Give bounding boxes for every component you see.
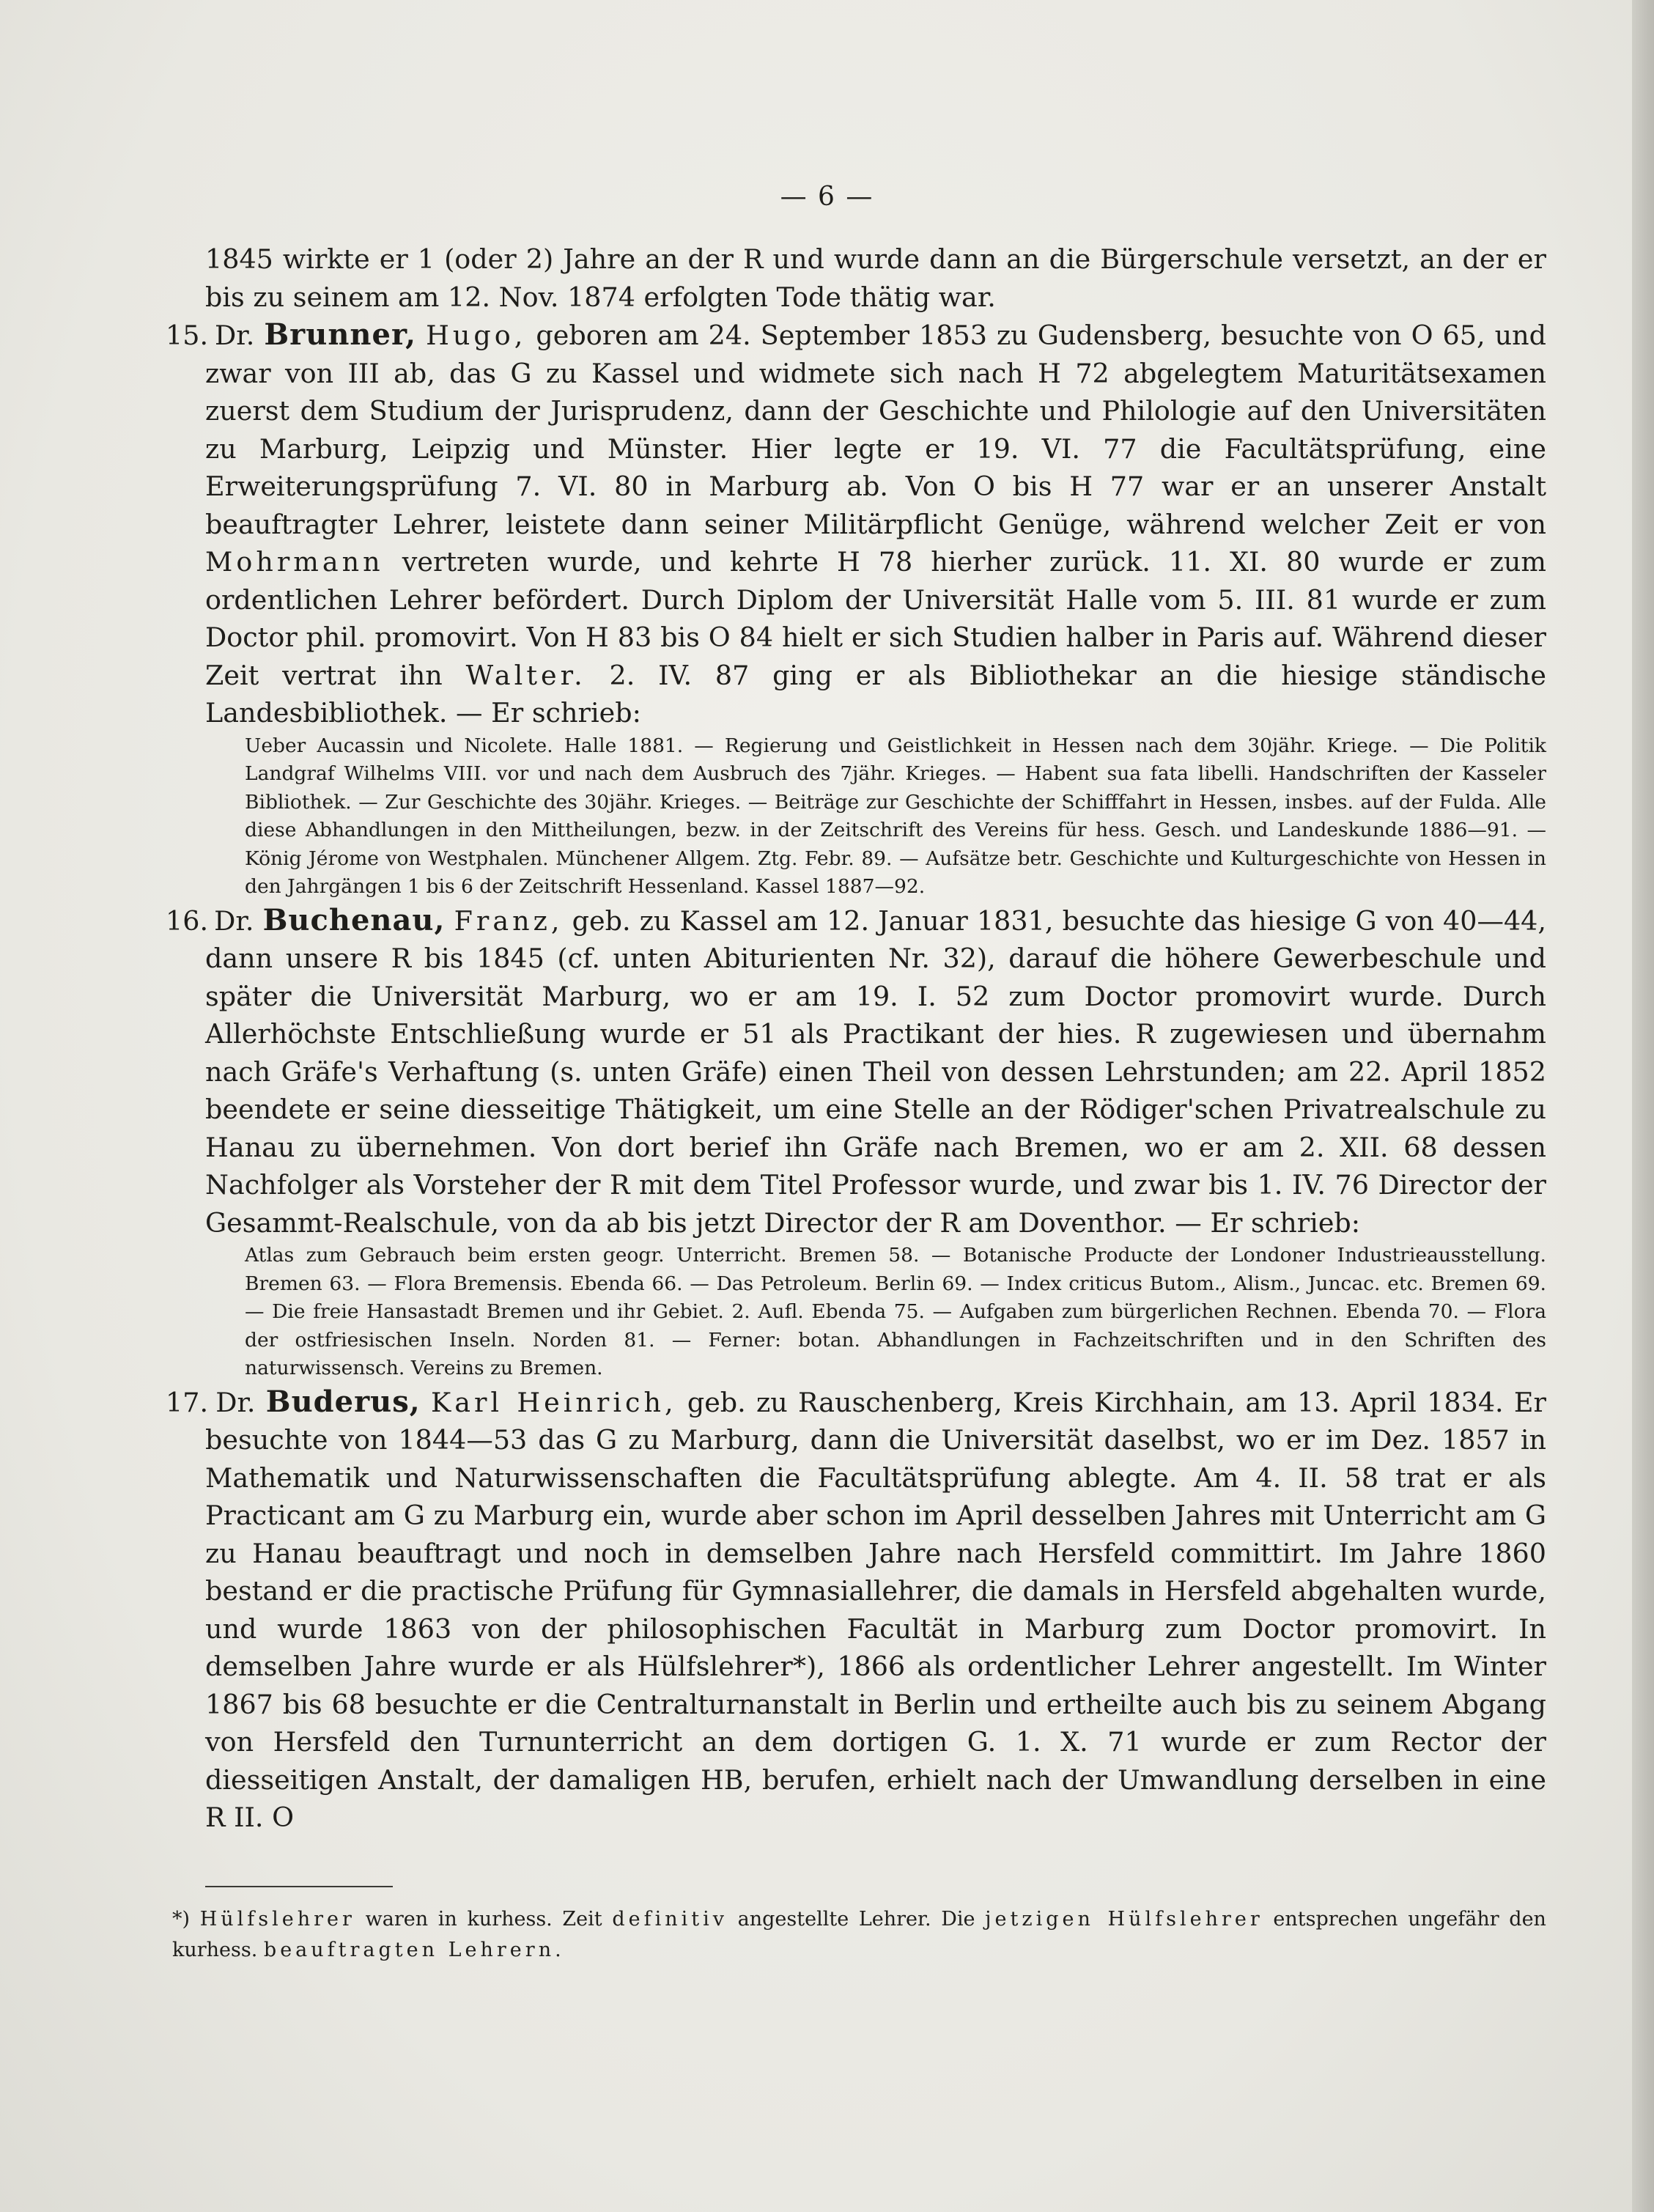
entry-works: Ueber Aucassin und Nicolete. Halle 1881. — Regierung und Geistlichkeit in Hessen nach dem 30jähr. Kriege. — Die Politik Landgraf Wilhelms VIII. vor und nach dem Ausbruch des 7jähr. Krieges. — Habent sua fata libelli. Handschriften der Kasseler Bibliothek. — Zur Geschichte des 30jähr. Krieges. — Beiträge zur Geschichte der Schifffahrt in Hessen, insbes. auf der Fulda. Alle diese Abhandlungen in den Mittheilungen, bezw. in der Zeitschrift des Vereins für hess. Gesch. und Landeskunde 1886—91. — König Jérome von Westphalen. Münchener Allgem. Ztg. Febr. 89. — Aufsätze betr. Geschichte und Kulturgeschichte von Hessen in den Jahrgängen 1 bis 6 der Zeitschrift Hessenland. Kassel 1887—92. xyxy=(245,734,1546,898)
footnote-text: waren in kurhess. Zeit xyxy=(365,1908,602,1931)
footnote-term: jetzigen Hülfslehrer xyxy=(985,1908,1263,1931)
entry-body: geb. zu Kassel am 12. Januar 1831, besuchte das hiesige G von 40—44, dann unsere R bis 1845 (cf. unten Abiturienten Nr. 32), darauf die höhere Gewerbeschule und später die Universität Marburg, wo er am 19. I. 52 zum Doctor promovirt wurde. Durch Allerhöchste Entschließung wurde er 51 als Practikant der hies. R zugewiesen und übernahm nach Gräfe's Verhaftung (s. unten Gräfe) einen Theil von dessen Lehrstunden; am 22. April 1852 beendete er seine diesseitige Thätigkeit, um eine Stelle an der Rödiger'schen Privatrealschule zu Hanau zu übernehmen. Von dort berief ihn Gräfe nach Bremen, wo er am 2. XII. 68 dessen Nachfolger als Vorsteher der R mit dem Titel Professor wurde, und zwar bis 1. IV. 76 Director der Gesammt-Realschule, von da ab bis jetzt Director der R am Doventhor. — Er schrieb: xyxy=(205,904,1547,1239)
entry-body-cont-2: 2. IV. 87 ging er als Bibliothekar an die hiesige ständische Landesbibliothek. — Er schrieb: xyxy=(205,659,1547,729)
entry-body: geboren am 24. September 1853 zu Gudensberg, besuchte von O 65, und zwar von III ab, das G zu Kassel und widmete sich nach H 72 abgelegtem Maturitätsexamen zuerst dem Studium der Jurisprudenz, dann der Geschichte und Philologie auf den Universitäten zu Marburg, Leipzig und Münster. Hier legte er 19. VI. 77 die Facultätsprüfung, eine Erweiterungsprüfung 7. VI. 80 in Marburg ab. Von O bis H 77 war er an unserer Anstalt beauftragter Lehrer, leistete dann seiner Militärpflicht Genüge, während welcher Zeit er von xyxy=(205,320,1546,540)
entry-number: 17. xyxy=(166,1386,209,1418)
entry-name: Buderus, xyxy=(265,1384,421,1419)
page-number: — 6 — xyxy=(780,182,874,212)
entry-15 xyxy=(166,316,1547,902)
main-text xyxy=(166,240,1547,1837)
entry-number: 16. xyxy=(166,904,209,937)
footnote xyxy=(172,1904,1546,1966)
entry-works: Atlas zum Gebrauch beim ersten geogr. Unterricht. Bremen 58. — Botanische Producte der Londoner Industrieausstellung. Bremen 63. — Flora Bremensis. Ebenda 66. — Das Petroleum. Berlin 69. — Index criticus Butom., Alism., Juncac. etc. Bremen 69. — Die freie Hansastadt Bremen und ihr Gebiet. 2. Aufl. Ebenda 75. — Aufgaben zum bürgerlichen Rechnen. Ebenda 70. — Flora der ostfriesischen Inseln. Norden 81. — Ferner: botan. Abhandlungen in Fachzeitschriften und in den Schriften des naturwissensch. Vereins zu Bremen. xyxy=(245,1244,1546,1379)
footnote-term: definitiv xyxy=(612,1908,728,1931)
entry-spaced-name: Mohrmann xyxy=(205,546,384,578)
entry-spaced-name-2: Walter. xyxy=(465,659,586,691)
entry-17 xyxy=(166,1383,1546,1837)
footnote-text: angestellte Lehrer. Die xyxy=(737,1908,975,1931)
footnote-term: Hülfslehrer xyxy=(199,1908,355,1931)
intro-text: 1845 wirkte er 1 (oder 2) Jahre an der R und wurde dann an die Bürgerschule versetzt, an der er bis zu seinem am 12. Nov. 1874 erfolgten Tode thätig war. xyxy=(205,243,1546,313)
entry-body: geb. zu Rauschenberg, Kreis Kirchhain, am 13. April 1834. Er besuchte von 1844—53 das G zu Marburg, dann die Universität daselbst, wo er im Dez. 1857 in Mathematik und Naturwissenschaften die Facultätsprüfung ablegte. Am 4. II. 58 trat er als Practicant am G zu Marburg ein, wurde aber schon im April desselben Jahres mit Unterricht am G zu Hanau beauftragt und noch in demselben Jahre nach Hersfeld committirt. Im Jahre 1860 bestand er die practische Prüfung für Gymnasiallehrer, die damals in Hersfeld abgehalten wurde, und wurde 1863 von der philosophischen Facultät in Marburg zum Doctor promovirt. In demselben Jahre wurde er als Hülfslehrer*), 1866 als ordentlicher Lehrer angestellt. Im Winter 1867 bis 68 besuchte er die Centralturnanstalt in Berlin und ertheilte auch bis zu seinem Abgang von Hersfeld den Turnunterricht an dem dortigen G. 1. X. 71 wurde er zum Rector der diesseitigen Anstalt, der damaligen HB, berufen, erhielt nach der Umwandlung derselben in eine R II. O xyxy=(205,1386,1546,1833)
entry-given-name: Hugo, xyxy=(426,320,527,351)
entry-title: Dr. xyxy=(215,1386,256,1418)
footnote-term: beauftragten Lehrern. xyxy=(263,1939,565,1961)
entry-name: Brunner, xyxy=(264,317,417,352)
entry-name: Buchenau, xyxy=(262,902,446,937)
entry-body-cont: vertreten wurde, und kehrte H 78 hierher zurück. 11. XI. 80 wurde er zum ordentlichen Lehrer befördert. Durch Diplom der Universität Halle vom 5. III. 81 wurde er zum Doctor phil. promovirt. Von H 83 bis O 84 hielt er sich Studien halber in Paris auf. Während dieser Zeit vertrat ihn xyxy=(205,546,1546,691)
entry-number: 15. xyxy=(166,320,209,351)
entry-title: Dr. xyxy=(214,904,254,937)
entry-given-name: Karl Heinrich, xyxy=(430,1386,677,1418)
entry-16 xyxy=(166,902,1547,1383)
entry-given-name: Franz, xyxy=(454,904,564,937)
entry-title: Dr. xyxy=(215,320,255,351)
intro-paragraph xyxy=(205,240,1546,316)
footnote-text: entsprechen ungefähr den kurhess. xyxy=(172,1908,1546,1961)
footnote-marker: *) xyxy=(172,1908,191,1931)
footnote-divider xyxy=(205,1886,393,1887)
page-edge-shadow xyxy=(1632,0,1654,2212)
